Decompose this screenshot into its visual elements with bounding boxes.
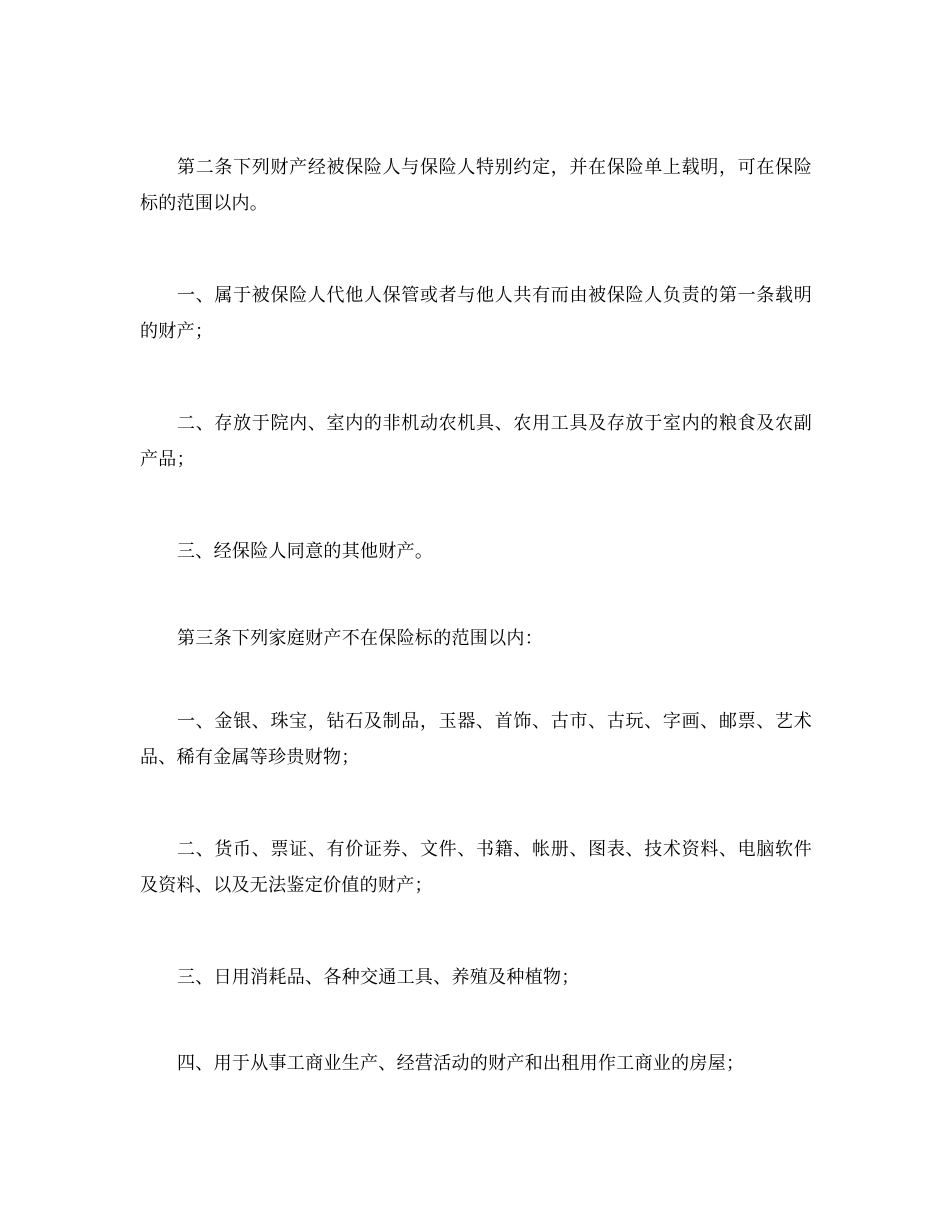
paragraph-article-3-item-2: 二、货币、票证、有价证券、文件、书籍、帐册、图表、技术资料、电脑软件及资料、以及无法鉴定价值的财产；	[140, 839, 812, 896]
paragraph-article-2-item-3: 三、经保险人同意的其他财产。	[177, 541, 434, 562]
paragraph-article-3-item-3: 三、日用消耗品、各种交通工具、养殖及种植物；	[177, 967, 580, 988]
paragraph-article-3-item-4: 四、用于从事工商业生产、经营活动的财产和出租用作工商业的房屋；	[177, 1053, 745, 1074]
paragraph-article-2-item-1: 一、属于被保险人代他人保管或者与他人共有而由被保险人负责的第一条载明的财产；	[140, 285, 812, 342]
paragraph-article-3-intro: 第三条下列家庭财产不在保险标的范围以内：	[177, 628, 543, 649]
paragraph-article-2-item-2: 二、存放于院内、室内的非机动农机具、农用工具及存放于室内的粮食及农副产品；	[140, 413, 812, 470]
paragraph-article-3-item-1: 一、金银、珠宝，钻石及制品，玉器、首饰、古市、古玩、字画、邮票、艺术品、稀有金属等珍贵财物；	[140, 711, 812, 768]
paragraph-article-2-intro: 第二条下列财产经被保险人与保险人特别约定，并在保险单上载明，可在保险标的范围以内。	[140, 157, 812, 214]
